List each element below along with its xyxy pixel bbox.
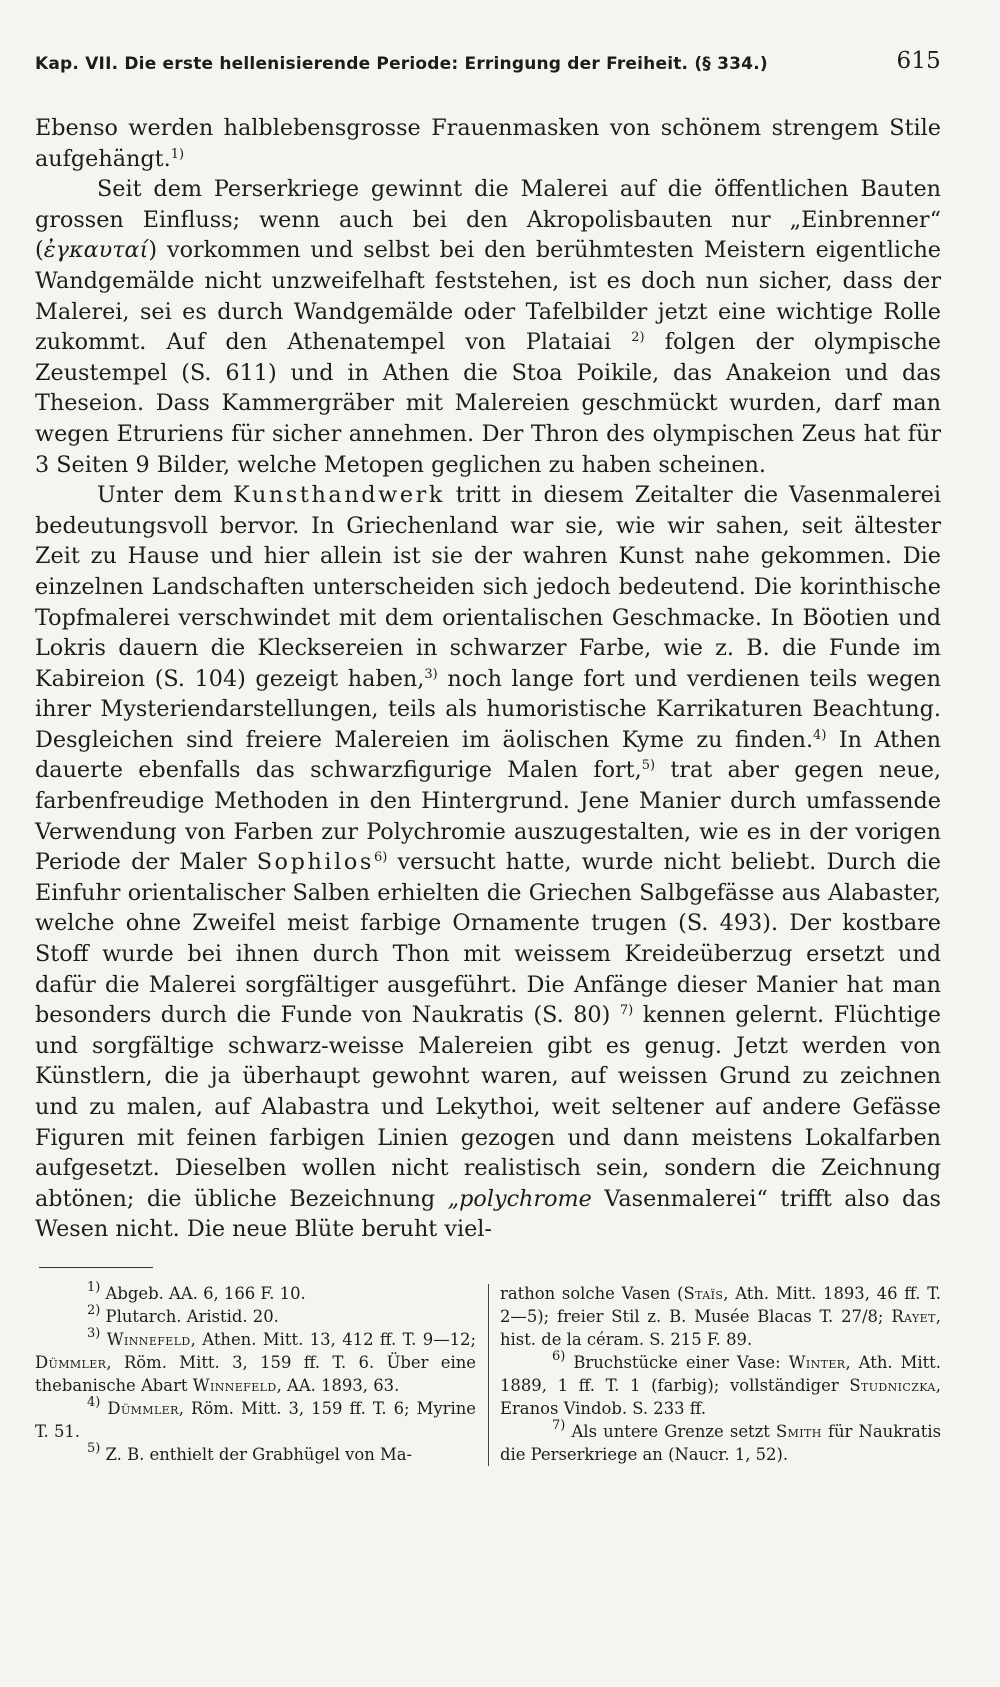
footnote-text: für Naukratis die Perserkriege an (Naucr. 1, 52). [500, 1421, 942, 1464]
footnote-mark: 7) [552, 1417, 566, 1433]
book-page [35, 40, 941, 1466]
author-name: Smith [776, 1421, 822, 1441]
running-head [35, 40, 941, 80]
paragraph-text: folgen der olympische Zeustempel (S. 611) und in Athen die Stoa Poikile, das Anakeion und das Theseion. Dass Kammergräber mit Malereien geschmückt wurden, darf man wegen Etruriens für sicher annehmen. Der Thron des olympischen Zeus hat für 3 Seiten 9 Bilder, welche Metopen geglichen zu haben scheinen. [35, 329, 942, 478]
footnote-ref: 3) [424, 666, 438, 682]
footnote-text: Z. B. enthielt der Grabhügel von Ma- [100, 1444, 413, 1464]
footnote-text: Plutarch. Aristid. 20. [100, 1306, 279, 1326]
greek-term: ἐγκαυταί [43, 237, 149, 264]
paragraph-text: versucht hatte, wurde nicht beliebt. Durch die Einfuhr orientalischer Salben erhielten die Griechen Salbgefässe aus Alabaster, welche ohne Zweifel meist farbige Ornamente trugen (S. 493). Der kostbare Stoff wurde bei ihnen durch Thon mit weissem Kreideüberzug ersetzt und dafür die Malerei sorgfältiger ausgeführt. Die Anfänge dieser Manier hat man besonders durch die Funde von Naukratis (S. 80) [35, 849, 941, 1029]
chapter-title: Kap. VII. Die erste hellenisierende Periode: Erringung der Freiheit. (§ 334.) [35, 54, 768, 74]
page-number: 615 [896, 48, 941, 74]
footnote-mark: 1) [87, 1279, 101, 1295]
footnote-5-continued [500, 1282, 941, 1351]
spaced-term: Kunsthandwerk [233, 482, 445, 509]
paragraph-text: noch lange fort und verdienen teils wegen ihrer Mysteriendarstellungen, teils als humoristische Karrikaturen Beachtung. Desgleichen sind freiere Malereien im äolischen Kyme zu finden. [35, 665, 941, 753]
footnote-text: , hist. de la céram. S. 215 F. 89. [500, 1306, 941, 1349]
author-name: Dümmler [107, 1398, 179, 1418]
footnote-text: Bruchstücke einer Vase: [565, 1352, 789, 1372]
footnote-mark: 3) [87, 1325, 101, 1341]
footnote-2 [35, 1302, 476, 1328]
footnote-7 [500, 1417, 942, 1466]
paragraph-3 [35, 480, 941, 1245]
footnote-column-left [35, 1279, 477, 1466]
footnote-ref: 1) [170, 146, 185, 162]
paragraph-text: tritt in diesem Zeitalter die Vasenmalerei bedeutungsvoll bervor. In Griechenland war sie, wie wir sahen, seit ältester Zeit zu Hause und hier allein ist sie der wahren Kunst nahe gekommen. Die einzelnen Landschaften unterscheiden sich jedoch bedeutend. Die korinthische Topfmalerei verschwindet mit dem orientalischen Geschmacke. In Böotien und Lokris dauern die Klecksereien in schwarzer Farbe, wie z. B. die Funde im Kabireion (S. 104) gezeigt haben, [35, 482, 941, 692]
footnotes [35, 1279, 942, 1466]
footnote-text: Abgeb. AA. 6, 166 F. 10. [100, 1283, 306, 1303]
footnote-mark: 2) [87, 1302, 101, 1318]
author-name: Rayet [891, 1306, 936, 1326]
footnote-text: , AA. 1893, 63. [276, 1375, 400, 1395]
paragraph-text: Unter dem [97, 482, 234, 509]
footnote-text: , Röm. Mitt. 3, 159 ff. T. 6. Über eine thebanische Abart [35, 1352, 476, 1395]
footnote-mark: 5) [87, 1440, 101, 1456]
footnote-6 [500, 1348, 941, 1420]
author-name: Studniczka [849, 1375, 936, 1395]
footnote-1 [35, 1279, 476, 1305]
footnote-text: , Athen. Mitt. 13, 412 ff. T. 9—12; [190, 1329, 476, 1349]
footnote-ref: 2) [631, 330, 645, 346]
spaced-term: Sophilos [256, 849, 374, 876]
paragraph-text: ) vorkommen und selbst bei den berühmtesten Meistern eigentliche Wandgemälde nicht unzweifelhaft feststehen, ist es doch nun sicher, dass der Malerei, sei es durch Wandgemälde oder Tafelbilder jetzt eine wichtige Rolle zukommt. Auf den Athenatempel von Plataiai [35, 237, 941, 356]
footnote-ref: 5) [641, 758, 656, 774]
footnote-rule [39, 1267, 153, 1268]
footnote-5 [35, 1440, 476, 1466]
main-text [35, 113, 941, 1245]
footnote-text: , Ath. Mitt. 1893, 46 ff. T. 2—5); freier Stil z. B. Musée Blacas T. 27/8; [500, 1283, 941, 1326]
column-divider [488, 1284, 489, 1466]
footnote-text: , Eranos Vindob. S. 233 ff. [500, 1375, 941, 1418]
author-name: Winnefeld [192, 1375, 277, 1395]
paragraph-text: trat aber gegen neue, farbenfreudige Methoden in den Hintergrund. Jene Manier durch umfassende Verwendung von Farben zur Polychromie auszugestalten, wie es in der vorigen Periode der Maler [35, 757, 941, 876]
footnote-4 [35, 1394, 477, 1443]
footnote-text: , Ath. Mitt. 1889, 1 ff. T. 1 (farbig); vollständiger [500, 1352, 941, 1395]
footnote-mark: 6) [552, 1348, 566, 1364]
author-name: Staïs [683, 1283, 724, 1303]
footnote-text: , Röm. Mitt. 3, 159 ff. T. 6; Myrine T. 51. [35, 1398, 477, 1441]
footnote-3 [35, 1325, 476, 1397]
paragraph-text: Ebenso werden halblebensgrosse Frauenmasken von schönem strengem Stile aufgehängt. [35, 115, 941, 172]
footnote-ref: 4) [813, 727, 827, 743]
footnote-column-right [500, 1282, 941, 1466]
footnote-ref: 6) [373, 850, 388, 866]
author-name: Winter [788, 1352, 846, 1372]
footnote-text: Als untere Grenze setzt [565, 1421, 776, 1441]
paragraph-text: Seit dem Perserkriege gewinnt die Malerei auf die öffentlichen Bauten grossen Einfluss; wenn auch bei den Akropolisbauten nur „Einbrenner“ ( [35, 176, 941, 264]
footnote-ref: 7) [619, 1003, 634, 1019]
footnote-text: rathon solche Vasen ( [500, 1283, 684, 1303]
paragraph-1 [35, 113, 941, 174]
paragraph-text: Vasenmalerei“ trifft also das Wesen nicht. Die neue Blüte beruht viel- [35, 1185, 941, 1243]
italic-term: „polychrome [447, 1185, 592, 1212]
author-name: Dümmler [35, 1352, 107, 1372]
paragraph-text: In Athen dauerte ebenfalls das schwarzfigurige Malen fort, [35, 726, 941, 784]
paragraph-2 [35, 174, 941, 480]
author-name: Winnefeld [106, 1329, 191, 1349]
footnote-mark: 4) [87, 1394, 101, 1410]
paragraph-text: kennen gelernt. Flüchtige und sorgfältige schwarz-weisse Malereien gibt es genug. Jetzt werden von Künstlern, die ja überhaupt gewohnt waren, auf weissen Grund zu zeichnen und zu malen, auf Alabastra und Lekythoi, weit seltener auf andere Gefässe Figuren mit feinen farbigen Linien gezogen und dann meistens Lokalfarben aufgesetzt. Dieselben wollen nicht realistisch sein, sondern die Zeichnung abtönen; die übliche Bezeichnung [35, 1002, 942, 1212]
